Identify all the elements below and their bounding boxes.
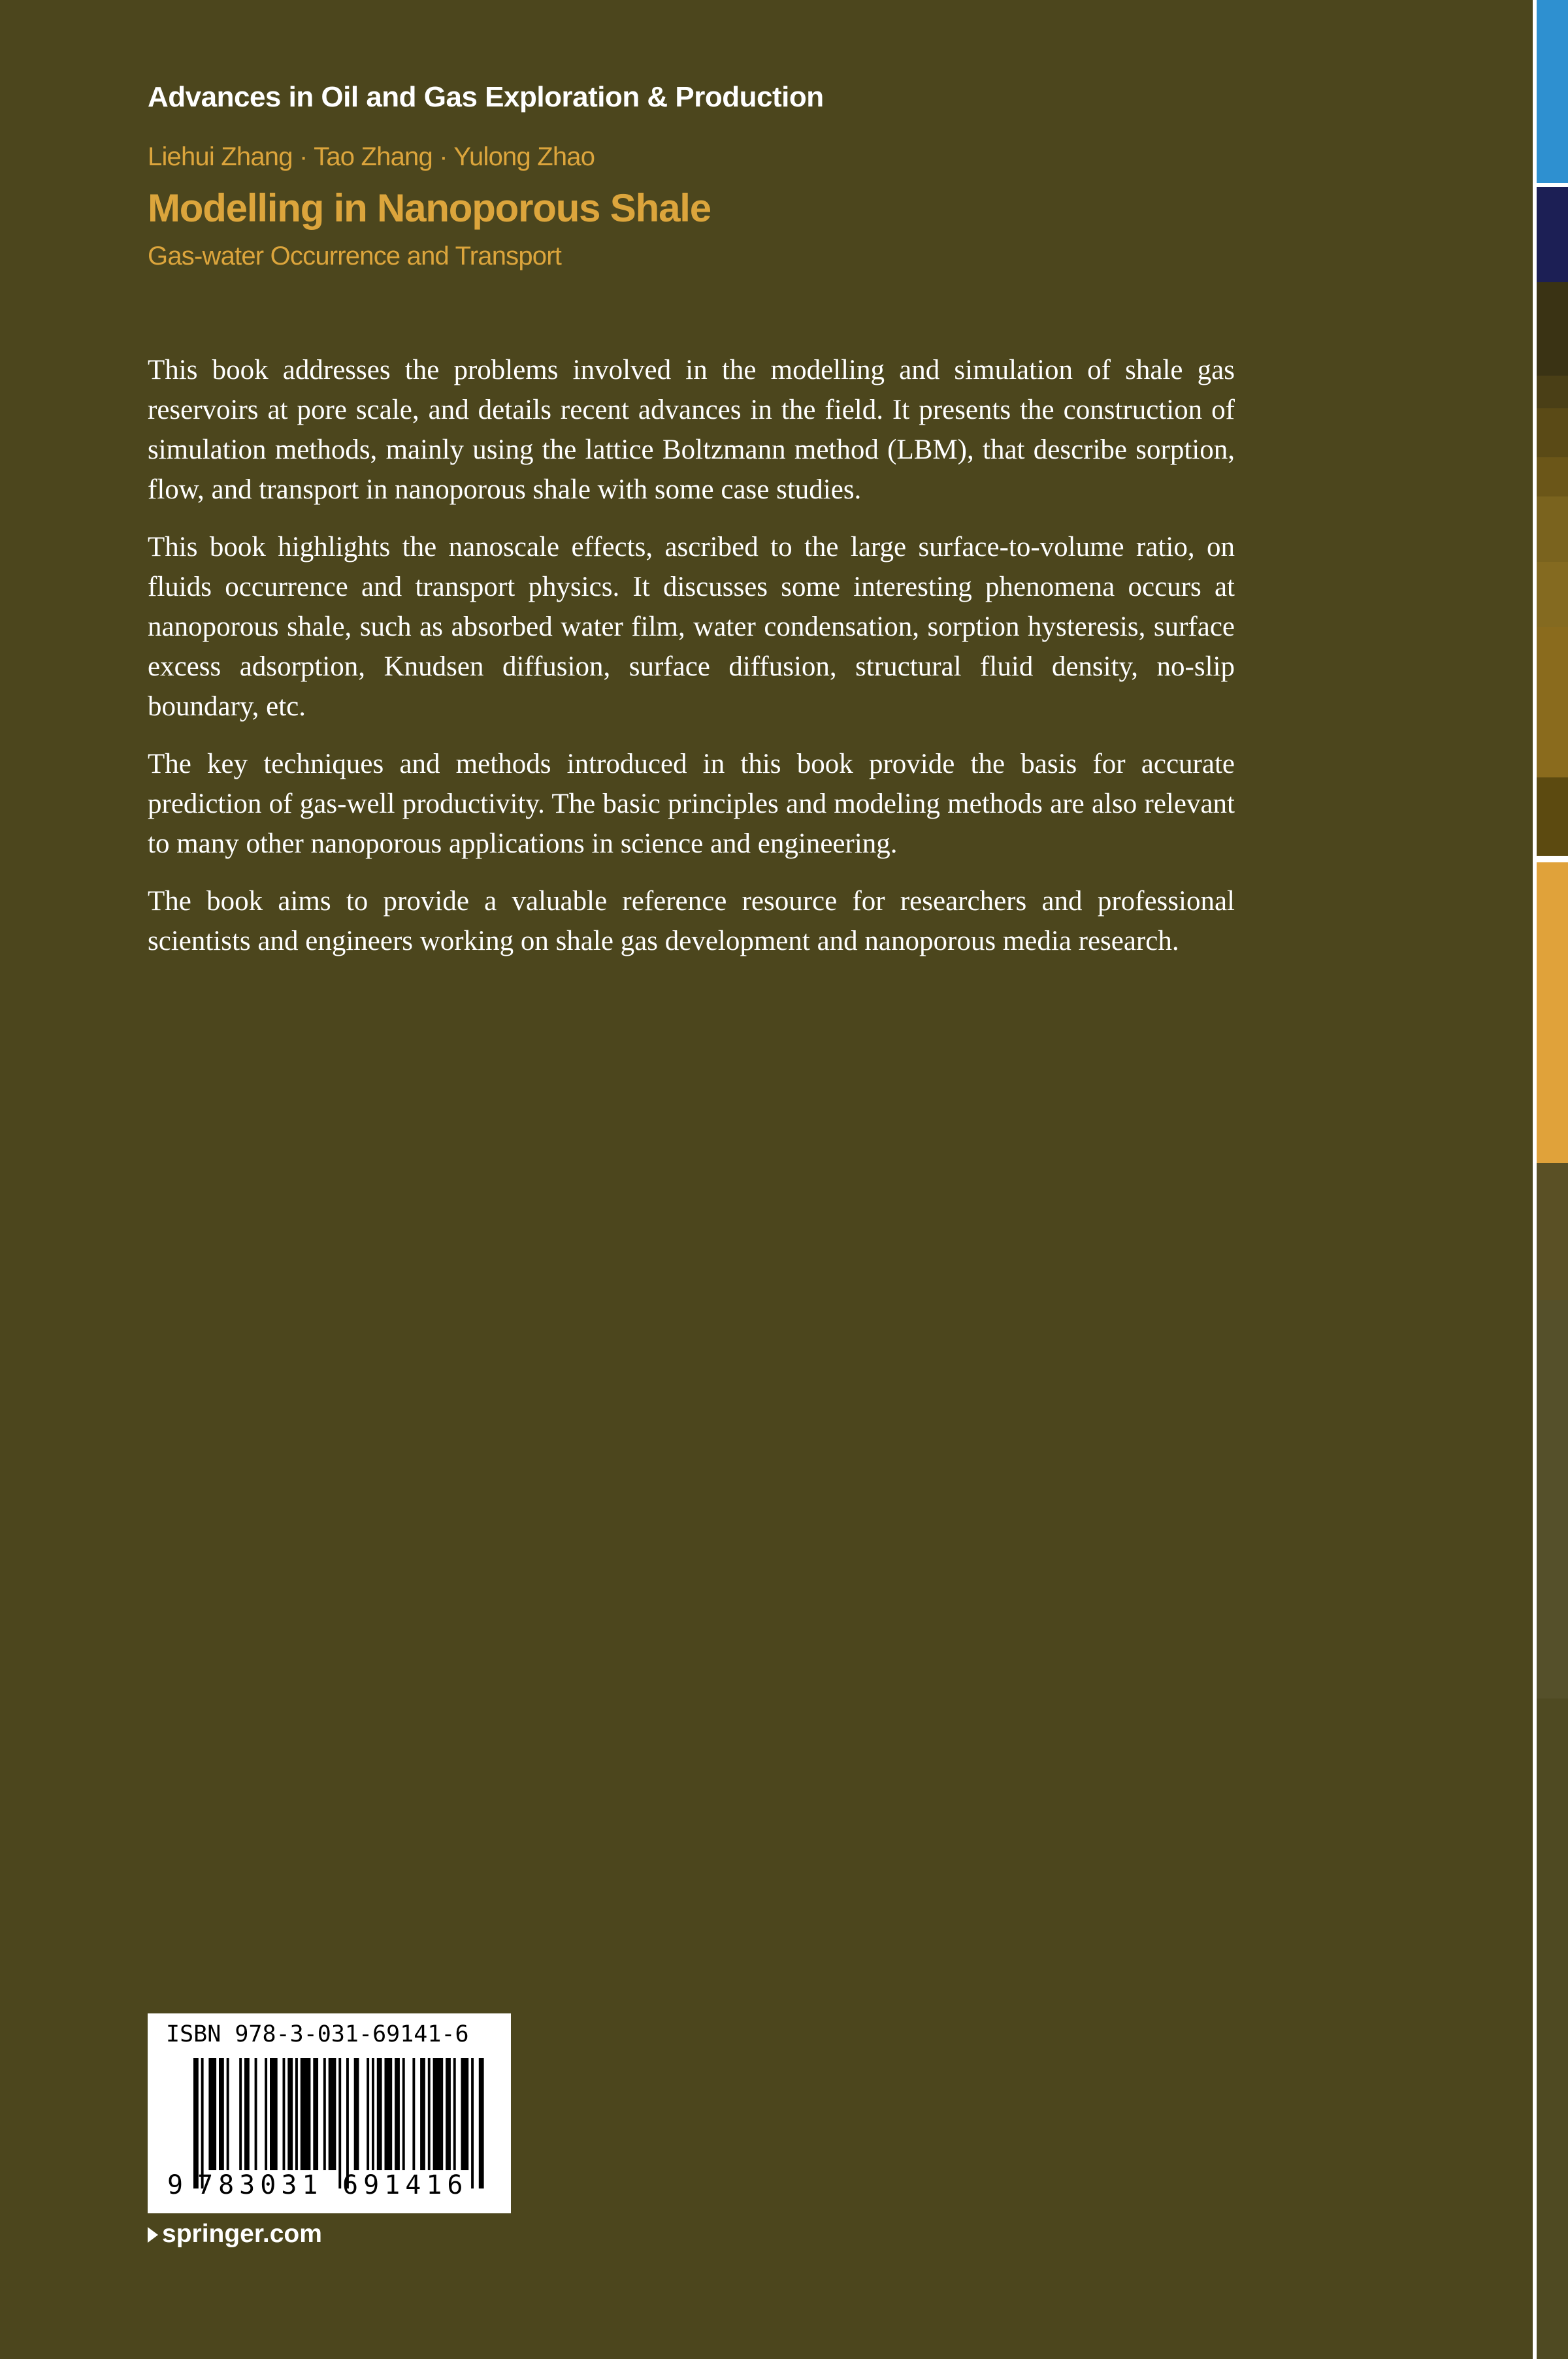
- barcode-bar: [420, 2058, 425, 2170]
- spine-stripe: [1537, 187, 1568, 282]
- spine-stripe: [1537, 376, 1568, 408]
- barcode-digits-left: 783031: [197, 2170, 323, 2200]
- barcode-bar: [201, 2058, 204, 2188]
- barcode-bar: [329, 2058, 336, 2170]
- barcode-bar: [255, 2058, 257, 2170]
- spine-stripe: [1537, 0, 1568, 183]
- barcode-digits-right: 691416: [342, 2170, 468, 2200]
- barcode-bar: [377, 2058, 382, 2170]
- barcode-bar: [295, 2058, 298, 2170]
- barcode-bar: [270, 2058, 278, 2170]
- spine-stripe: [1537, 1699, 1568, 2359]
- barcode-bar: [471, 2058, 474, 2188]
- spine-stripe: [1537, 496, 1568, 562]
- barcode-bar: [227, 2058, 229, 2170]
- blurb-paragraph: The key techniques and methods introduced in this book provide the basis for accurate prediction of gas-well productivity. The basic principles and modeling methods are also relevant to many other nanoporous applications in science and engineering.: [148, 749, 1235, 859]
- barcode-bar: [193, 2058, 199, 2188]
- barcode-bar: [283, 2058, 286, 2170]
- website-label: springer.com: [162, 2220, 322, 2248]
- barcode-bar: [395, 2058, 400, 2170]
- barcode-bar: [313, 2058, 318, 2170]
- spine-stripe: [1537, 777, 1568, 856]
- barcode-bar: [287, 2058, 293, 2170]
- isbn-barcode: [148, 2013, 511, 2213]
- barcode-bar: [367, 2058, 369, 2170]
- isbn-label: ISBN 978-3-031-69141-6: [166, 2021, 469, 2047]
- barcode-bar: [239, 2058, 242, 2170]
- spine-stripe: [1537, 562, 1568, 627]
- spine-stripe: [1537, 862, 1568, 1163]
- spine-stripe: [1537, 1163, 1568, 1300]
- publisher-website[interactable]: [148, 2220, 322, 2249]
- arrow-icon: [148, 2227, 158, 2243]
- authors: Liehui Zhang · Tao Zhang · Yulong Zhao: [148, 142, 595, 171]
- barcode-bar: [446, 2058, 451, 2170]
- barcode-bar: [372, 2058, 374, 2170]
- spine-stripe: [1537, 282, 1568, 376]
- book-title: Modelling in Nanoporous Shale: [148, 186, 711, 230]
- spine-stripe: [1537, 1300, 1568, 1699]
- spine-stripe: [1537, 408, 1568, 457]
- barcode-bar: [461, 2058, 469, 2170]
- barcode-bar: [208, 2058, 216, 2170]
- barcode-bar: [338, 2058, 341, 2188]
- barcode-bar: [453, 2058, 456, 2170]
- barcode-bar: [354, 2058, 359, 2170]
- spine-stripe: [1537, 627, 1568, 777]
- blurb-paragraph: This book highlights the nanoscale effects, ascribed to the large surface-to-volume ratio, on fluids occurrence and transport physics. It discusses some interesting phenomena occurs at nanoporous shale, such as absorbed water film, water condensation, sorption hysteresis, surface excess adsorption, Knudsen diffusion, surface diffusion, structural fluid density, no-slip boundary, etc.: [148, 532, 1235, 722]
- barcode-bar: [265, 2058, 267, 2170]
- barcode-bar: [219, 2058, 224, 2170]
- barcode-bar: [385, 2058, 393, 2170]
- blurb: [148, 350, 1235, 979]
- barcode-bar: [428, 2058, 431, 2170]
- barcode-bar: [244, 2058, 250, 2170]
- book-subtitle: Gas-water Occurrence and Transport: [148, 242, 562, 270]
- series-title: Advances in Oil and Gas Exploration & Production: [148, 81, 824, 113]
- barcode-bar: [402, 2058, 405, 2170]
- barcode-bar: [433, 2058, 444, 2170]
- blurb-paragraph: This book addresses the problems involved in the modelling and simulation of shale gas reservoirs at pore scale, and details recent advances in the field. It presents the construction of simulation methods, mainly using the lattice Boltzmann method (LBM), that describe sorption, flow, and transport in nanoporous shale with some case studies.: [148, 355, 1235, 505]
- barcode-bar: [479, 2058, 484, 2188]
- blurb-paragraph: The book aims to provide a valuable reference resource for researchers and professional scientists and engineers working on shale gas development and nanoporous media research.: [148, 886, 1235, 956]
- barcode-bar: [323, 2058, 326, 2170]
- barcode-bar: [301, 2058, 311, 2170]
- barcode-bar: [412, 2058, 415, 2170]
- barcode-digit-first: 9: [167, 2170, 184, 2200]
- barcode-bar: [346, 2058, 349, 2188]
- spine-stripe: [1537, 457, 1568, 496]
